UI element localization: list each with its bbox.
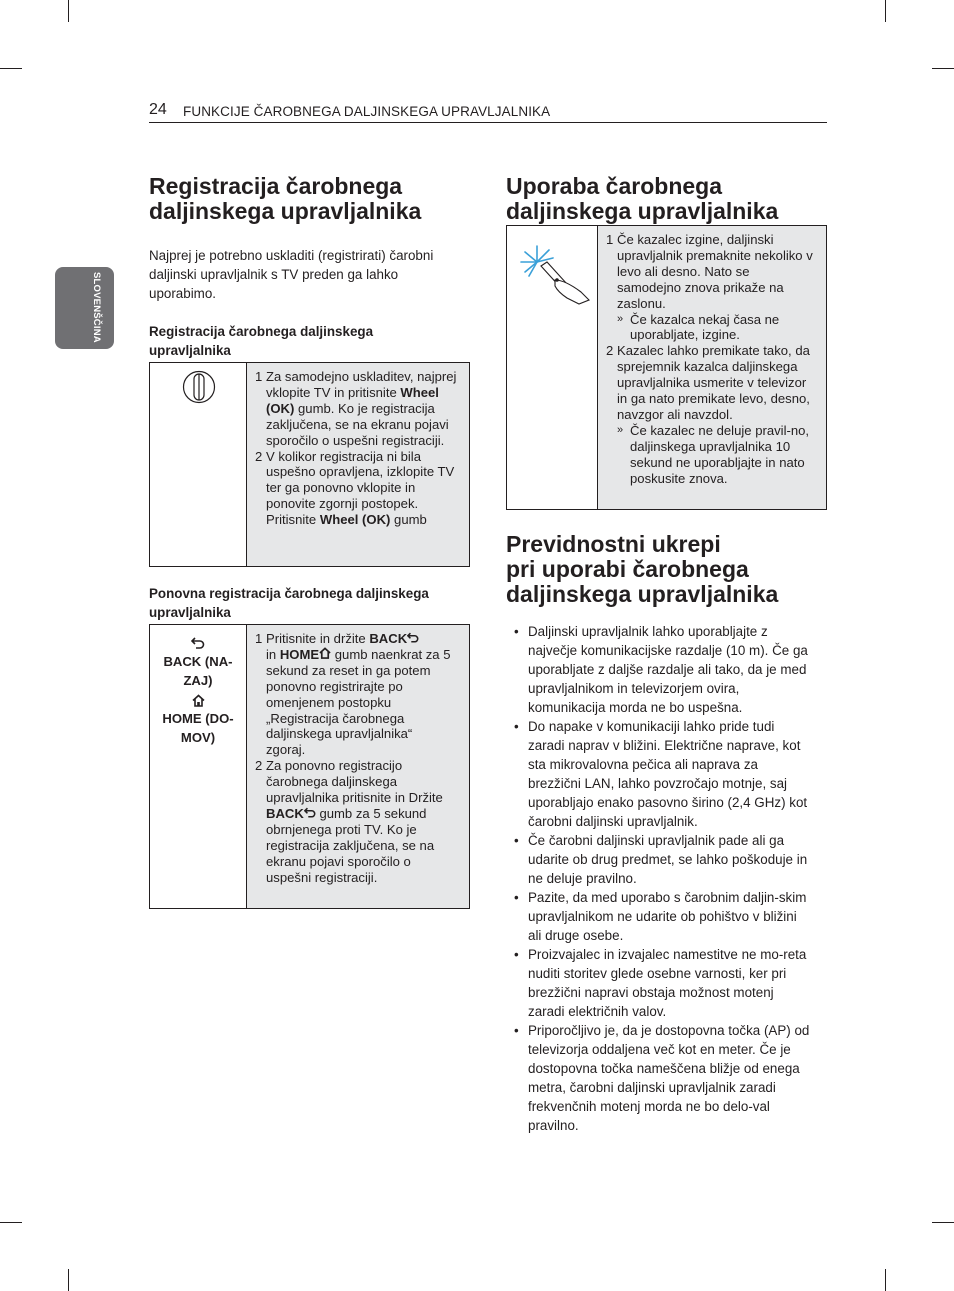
step-item (598, 232, 814, 343)
crop-mark (932, 68, 954, 69)
crop-mark (885, 1269, 886, 1291)
remote-pointer-icon (515, 240, 595, 315)
step-item (247, 369, 461, 449)
crop-mark (885, 0, 886, 22)
page-number: 24 (149, 101, 167, 118)
home-icon (319, 647, 331, 659)
step-number: 1 (606, 232, 614, 247)
key-labels (150, 633, 246, 747)
usage-table (506, 225, 827, 510)
subheading-line: Registracija čarobnega daljinskega (149, 324, 374, 339)
reregistration-table (149, 624, 470, 909)
reregistration-keys-cell (150, 625, 247, 908)
step-text: Kazalec lahko premikate tako, da sprejemnik kazalca daljinskega upravljalnika usmerite v televizor in ga nato premikate levo, desno, navzgor ali navzdol. (617, 343, 810, 422)
precautions-heading (506, 532, 778, 607)
registration-subheading (149, 322, 373, 360)
crop-mark (0, 1222, 22, 1223)
subheading-line: Ponovna registracija čarobnega daljinskega (149, 586, 429, 601)
bullet-marker: • (514, 890, 519, 905)
crop-mark (68, 1269, 69, 1291)
step-text: Pritisnite in držite (266, 631, 370, 646)
heading-line: pri uporabi čarobnega (506, 556, 749, 582)
back-key-label: BACK (NA- (163, 654, 233, 669)
home-icon (150, 690, 246, 709)
bullet-marker: • (514, 624, 519, 639)
bullet-text: Do napake v komunikaciji lahko pride tudi zaradi naprav v bližini. Električne naprave, kot sta mikrovalovna pečica ali naprava za brezžični LAN, lahko povzročajo motnje, saj uporabljajo enako pasovno širino (2,4 GHz) kot čarobni daljinski upravljalnik. (528, 719, 808, 829)
crop-mark (68, 0, 69, 22)
bullet-text: Proizvajalec in izvajalec namestitve ne mo-reta nuditi storitev glede osebne varnosti, ker pri brezžični napravi obstaja možnost motenj zaradi električnih valov. (528, 947, 807, 1019)
reregistration-steps (247, 631, 453, 886)
step-number: 1 (255, 369, 263, 384)
usage-heading (506, 174, 778, 224)
page-header (149, 101, 827, 123)
step-item (598, 343, 814, 486)
step-text: in (266, 646, 280, 662)
heading-line: Previdnostni ukrepi (506, 531, 721, 557)
step-text: Za samodejno uskladitev, najprej vklopite TV in pritisnite (266, 369, 457, 400)
reregistration-subheading (149, 584, 429, 622)
key-name: BACK (266, 805, 304, 821)
step-text: gumb (390, 512, 427, 528)
precautions-list (513, 622, 813, 1135)
usage-steps (598, 232, 814, 487)
bullet-text: Daljinski upravljalnik lahko uporabljajte z največje komunikacijske razdalje (10 m). Če ga uporabljate z daljše razdalje ali tako, da je med upravljalnikom in televizorjem ovira, komunikacija morda ne bo uspešna. (528, 624, 808, 715)
registration-heading (149, 174, 421, 224)
note-marker: » (617, 423, 624, 436)
bullet-text: Pazite, da med uporabo s čarobnim daljin-skim upravljalnikom ne udarite ob pohištvo v bližini ali druge osebe. (528, 890, 807, 943)
bullet-marker: • (514, 1023, 519, 1038)
step-item (247, 631, 453, 758)
home-key-label: HOME (DO- (162, 711, 234, 726)
back-arrow-icon (407, 632, 419, 643)
registration-steps (247, 369, 461, 528)
list-item (513, 888, 813, 945)
subheading-line: upravljalnika (149, 343, 231, 358)
list-item (513, 945, 813, 1021)
step-text: Če kazalec izgine, daljinski upravljalnik premaknite nekoliko v levo ali desno. Nato se samodejno znova prikaže na zaslonu. (617, 232, 813, 311)
note-marker: » (617, 312, 624, 325)
list-item (513, 1021, 813, 1135)
home-key-label: MOV) (180, 730, 216, 745)
step-text: Za ponovno registracijo čarobnega daljinskega upravljalnika pritisnite in Držite (266, 758, 443, 806)
heading-line: daljinskega upravljalnika (149, 198, 422, 224)
usage-steps-cell (598, 226, 826, 509)
list-item (513, 717, 813, 831)
subheading-line: upravljalnika (149, 605, 231, 620)
intro-paragraph: Najprej je potrebno uskladiti (registrirati) čarobni daljinski upravljalnik s TV preden ga lahko uporabimo. (149, 248, 434, 301)
language-tab (55, 267, 114, 349)
usage-icon-cell (507, 226, 598, 509)
step-text: gumb naenkrat za 5 sekund za reset in ga potem ponovno registrirajte po omenjenem postopku „Registracija čarobnega daljinskega upravljalnika“ zgoraj. (266, 646, 451, 758)
bullet-marker: • (514, 947, 519, 962)
language-tab-label: SLOVENŠČINA (91, 272, 102, 343)
step-item (247, 758, 453, 885)
heading-line: Uporaba čarobnega (506, 173, 722, 199)
step-text: gumb. Ko je registracija zaključena, se na ekranu pojavi sporočilo o uspešni registraciji. (266, 400, 449, 448)
key-name: Wheel (OK) (319, 512, 391, 528)
key-name: BACK (369, 631, 408, 646)
back-arrow-icon (304, 807, 316, 818)
step-number: 2 (255, 758, 263, 774)
reregistration-steps-cell (247, 625, 469, 908)
list-item (513, 831, 813, 888)
heading-line: daljinskega upravljalnika (506, 198, 779, 224)
step-note (617, 312, 814, 344)
back-arrow-icon (150, 633, 246, 652)
header-title: FUNKCIJE ČAROBNEGA DALJINSKEGA UPRAVLJALNIKA (183, 104, 551, 119)
bullet-marker: • (514, 719, 519, 734)
back-key-label: ZAJ) (183, 673, 213, 688)
note-text: Če kazalca nekaj časa ne uporabljate, izgine. (630, 311, 780, 343)
bullet-text: Priporočljivo je, da je dostopovna točka (AP) od televizorja oddaljena več kot en meter. Če je dostopovna točka nameščena bližje od enega metra, čarobni daljinski upravljalnik zaradi frekvenčnih motenj morda ne bo delo-val pravilno. (528, 1023, 810, 1133)
step-note (617, 423, 814, 487)
crop-mark (932, 1222, 954, 1223)
key-name: HOME (279, 646, 320, 662)
registration-icon-cell (150, 363, 247, 566)
wheel-button-icon (182, 370, 216, 409)
note-text: Če kazalec ne deluje pravil-no, daljinskega upravljalnika 10 sekund ne uporabljajte in nato poskusite znova. (630, 422, 810, 486)
step-item (247, 449, 461, 529)
crop-mark (0, 68, 22, 69)
step-text: V kolikor registracija ni bila uspešno opravljena, izklopite TV ter ga ponovno vklopite in ponovite zgornji postopek. Pritisnite (266, 448, 455, 528)
heading-line: Registracija čarobnega (149, 173, 403, 199)
step-number: 2 (255, 448, 263, 464)
list-item (513, 622, 813, 717)
key-name: Wheel (OK) (266, 384, 439, 416)
bullet-marker: • (514, 833, 519, 848)
step-number: 1 (255, 631, 263, 646)
registration-table (149, 362, 470, 567)
registration-steps-cell (247, 363, 469, 566)
step-text: gumb za 5 sekund obrnjenega proti TV. Ko je registracija zaključena, se na ekranu pojavi sporočilo o uspešni registraciji. (266, 805, 435, 885)
heading-line: daljinskega upravljalnika (506, 581, 779, 607)
bullet-text: Če čarobni daljinski upravljalnik pade ali ga udarite ob drug predmet, se lahko poškoduje in ne deluje pravilno. (528, 833, 808, 886)
step-number: 2 (606, 343, 614, 359)
